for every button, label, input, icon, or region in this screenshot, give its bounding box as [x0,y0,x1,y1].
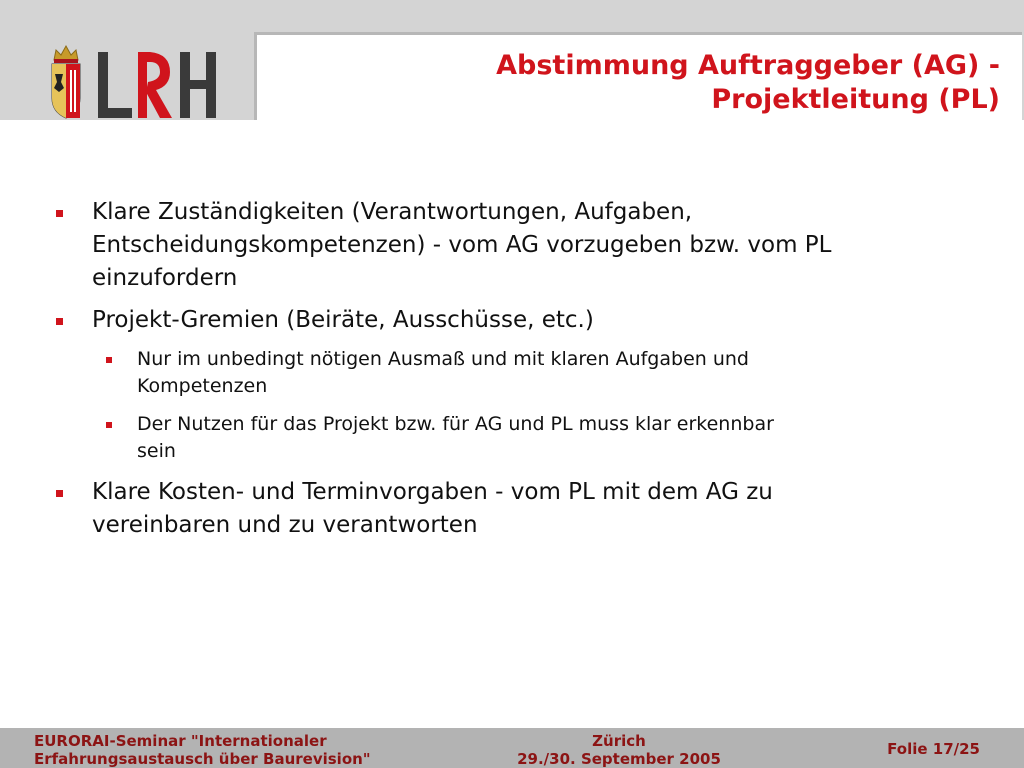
footer-location-date [499,732,739,768]
bullet-text: Projekt-Gremien (Beiräte, Ausschüsse, etc.) [92,307,594,333]
title-box [254,32,1022,120]
bullet-item [56,476,886,542]
coat-of-arms-icon [46,40,216,120]
footer-location: Zürich [592,732,646,750]
bullet-text: Klare Kosten- und Terminvorgaben - vom PL mit dem AG zu vereinbaren und zu verantworten [92,479,773,538]
bullet-square-icon [56,210,63,217]
sub-bullet-item [92,346,817,400]
slide-title: Abstimmung Auftraggeber (AG) - Projektleitung (PL) [496,50,1000,115]
bullet-square-icon [106,422,112,428]
footer-seminar-title [34,732,371,768]
bullet-square-icon [56,490,63,497]
lrh-logo [46,40,216,120]
slide-number: Folie 17/25 [887,740,980,758]
bullet-list [56,196,886,551]
footer-date: 29./30. September 2005 [517,750,721,768]
bullet-square-icon [56,318,63,325]
bullet-square-icon [106,357,112,363]
footer-seminar-line2: Erfahrungsaustausch über Baurevision" [34,750,371,768]
footer-bar [0,728,1024,768]
bullet-text: Klare Zuständigkeiten (Verantwortungen, Aufgaben, Entscheidungskompetenzen) - vom AG vorzugeben bzw. vom PL einzufordern [92,199,832,291]
sub-bullet-item [92,411,817,465]
footer-seminar-line1: EURORAI-Seminar "Internationaler [34,732,327,750]
bullet-item [56,196,886,295]
bullet-item [56,304,886,337]
sub-bullet-text: Nur im unbedingt nötigen Ausmaß und mit klaren Aufgaben und Kompetenzen [137,348,749,397]
sub-bullet-text: Der Nutzen für das Projekt bzw. für AG und PL muss klar erkennbar sein [137,413,774,462]
